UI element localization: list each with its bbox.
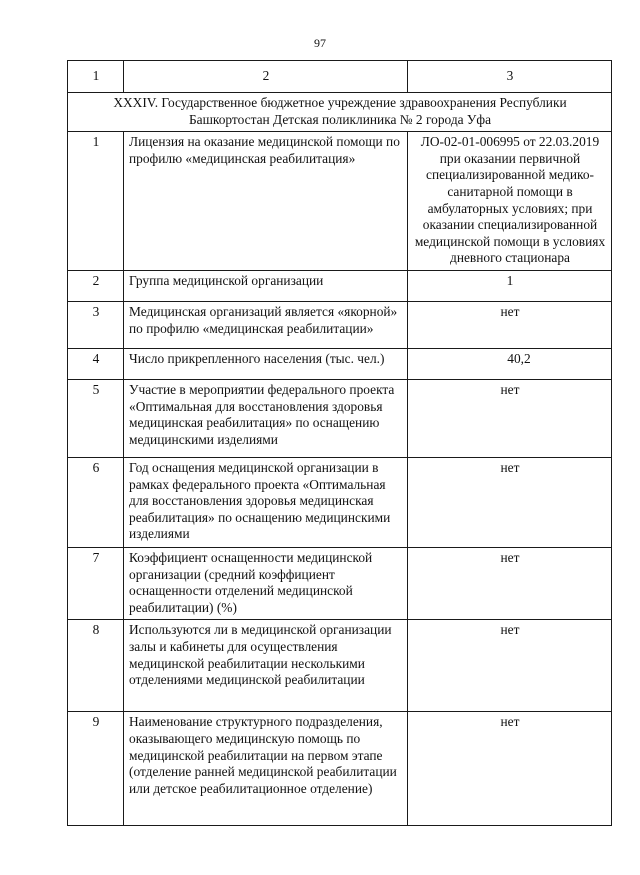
row-label: Коэффициент оснащенности медицинской организации (средний коэффициент оснащенности отделений медицинской реабилитации) (%): [124, 547, 408, 619]
row-value: 1: [408, 270, 612, 301]
row-value: нет: [408, 712, 612, 826]
row-value: ЛО-02-01-006995 от 22.03.2019 при оказании первичной специализированной медико-санитарной помощи в амбулаторных условиях; при оказании специализированной медицинской помощи в условиях дневного стационара: [408, 132, 612, 271]
table-row: [68, 132, 612, 271]
row-number: 7: [68, 547, 124, 619]
table-row: [68, 301, 612, 348]
table-row: [68, 379, 612, 457]
row-label: Участие в мероприятии федерального проекта «Оптимальная для восстановления здоровья медицинская реабилитация» по оснащению медицинскими изделиями: [124, 379, 408, 457]
row-number: 4: [68, 348, 124, 379]
row-label: Год оснащения медицинской организации в рамках федерального проекта «Оптимальная для восстановления здоровья медицинская реабилитация» по оснащению медицинскими изделиями: [124, 457, 408, 547]
row-number: 8: [68, 620, 124, 712]
row-value: нет: [408, 620, 612, 712]
row-value: нет: [408, 301, 612, 348]
row-number: 2: [68, 270, 124, 301]
row-number: 5: [68, 379, 124, 457]
section-row: [68, 93, 612, 132]
table-header-row: [68, 61, 612, 93]
row-value: нет: [408, 457, 612, 547]
rehabilitation-table: [67, 60, 612, 826]
row-label: Медицинская организаций является «якорной» по профилю «медицинская реабилитации»: [124, 301, 408, 348]
row-value: нет: [408, 547, 612, 619]
table-row: [68, 547, 612, 619]
table-row: [68, 712, 612, 826]
table-row: [68, 457, 612, 547]
row-label: Наименование структурного подразделения, оказывающего медицинскую помощь по медицинской реабилитации на первом этапе (отделение ранней медицинской реабилитации или детское реабилитационное отделение): [124, 712, 408, 826]
table-row: [68, 270, 612, 301]
header-col-3: 3: [408, 61, 612, 93]
row-value: [408, 348, 612, 379]
table-row: [68, 620, 612, 712]
row-label: Используются ли в медицинской организации залы и кабинеты для осуществления медицинской реабилитации несколькими отделениями медицинской реабилитации: [124, 620, 408, 712]
section-title: XXXIV. Государственное бюджетное учреждение здравоохранения Республики Башкортостан Детская поликлиника № 2 города Уфа: [68, 93, 612, 132]
row-value: нет: [408, 379, 612, 457]
row-label: Лицензия на оказание медицинской помощи по профилю «медицинская реабилитация»: [124, 132, 408, 271]
row-label: Число прикрепленного населения (тыс. чел.): [124, 348, 408, 379]
row-value-text: 40,2: [507, 350, 531, 366]
row-label: Группа медицинской организации: [124, 270, 408, 301]
row-number: 6: [68, 457, 124, 547]
row-number: 9: [68, 712, 124, 826]
table-row: [68, 348, 612, 379]
header-col-2: 2: [124, 61, 408, 93]
row-number: 3: [68, 301, 124, 348]
row-number: 1: [68, 132, 124, 271]
header-col-1: 1: [68, 61, 124, 93]
page-number: 97: [314, 36, 326, 50]
